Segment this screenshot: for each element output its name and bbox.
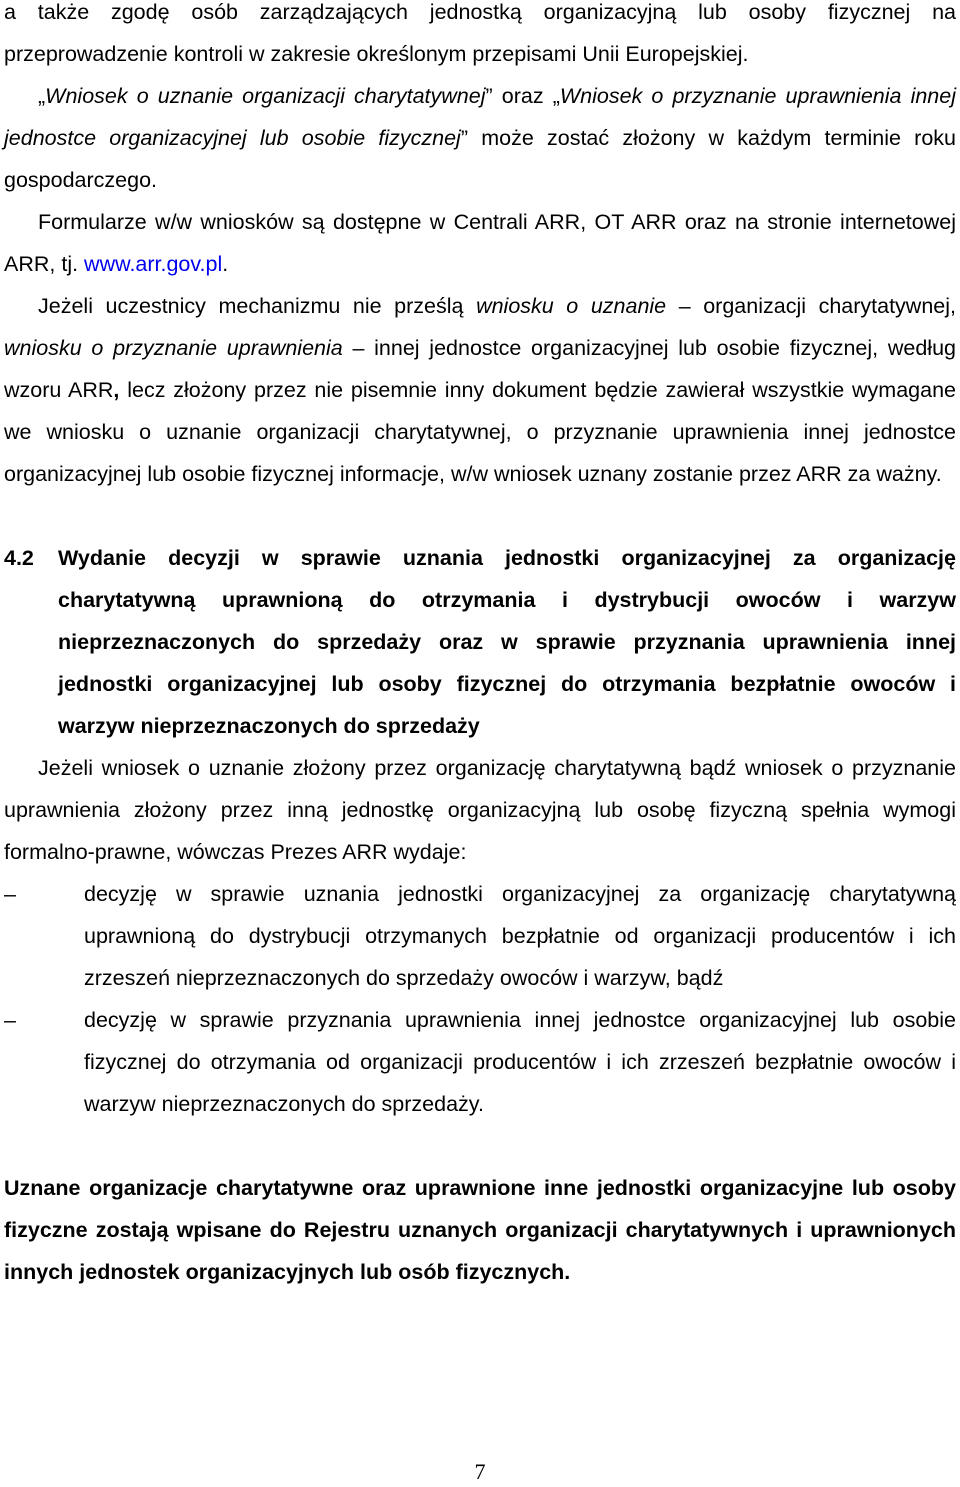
section-heading <box>4 537 956 747</box>
document-page <box>4 0 956 1293</box>
list-item <box>4 873 956 999</box>
paragraph-forms-availability <box>4 201 956 285</box>
text-segment: może zostać złożony w każdym terminie roku gospodarczego. <box>4 126 956 192</box>
section-number: 4.2 <box>4 546 34 570</box>
paragraph-alternative-document <box>4 285 956 495</box>
form-title-entitlement: Wniosek o przyznanie uprawnienia innej jednostce organizacyjnej lub osobie fizycznej <box>4 84 956 150</box>
paragraph-application-deadline <box>4 75 956 201</box>
text-segment: – organizacji charytatywnej, <box>666 294 956 318</box>
italic-term: wniosku o przyznanie uprawnienia <box>4 336 343 360</box>
text-segment: Formularze w/w wniosków są dostępne w Centrali ARR, OT ARR oraz na stronie internetowej ARR, tj. <box>4 210 956 276</box>
quote-close-mark: ” <box>460 126 468 150</box>
quote-open-mark: „ <box>38 84 46 108</box>
list-dash: – <box>4 882 16 906</box>
text-segment: . <box>222 252 229 276</box>
paragraph-decision-conditions: Jeżeli wniosek o uznanie złożony przez organizację charytatywną bądź wniosek o przyznanie uprawnienia złożony przez inną jednostkę organizacyjną lub osobę fizyczną spełnia wymogi formalno-prawne, wówczas Prezes ARR wydaje: <box>4 756 956 864</box>
bold-comma: , <box>113 378 120 402</box>
text-segment: Jeżeli uczestnicy mechanizmu nie prześlą <box>38 294 477 318</box>
quote-open-mark: „ <box>552 84 560 108</box>
list-item <box>4 999 956 1125</box>
spacer <box>4 1125 956 1167</box>
section-title: Wydanie decyzji w sprawie uznania jednostki organizacyjnej za organizację charytatywną uprawnioną do otrzymania i dystrybucji owoców i warzyw nieprzeznaczonych do sprzedaży oraz w sprawie przyznania uprawnienia innej jednostki organizacyjnej lub osoby fizycznej do otrzymania bezpłatnie owoców i warzyw nieprzeznaczonych do sprzedaży <box>58 546 956 738</box>
text-segment: oraz <box>492 84 553 108</box>
text-segment: lecz złożony przez nie pisemnie inny dokument będzie zawierał wszystkie wymagane we wniosku o uznanie organizacji charytatywnej, o przyznanie uprawnienia innej jednostce organizacyjnej lub osobie fizycznej informacje, w/w wniosek uznany zostanie przez ARR za ważny. <box>4 378 956 486</box>
text-segment: – innej jednostce organizacyjnej lub osobie fizycznej, według wzoru ARR <box>4 336 956 402</box>
paragraph-consent: a także zgodę osób zarządzających jednostką organizacyjną lub osoby fizycznej na przeprowadzenie kontroli w zakresie określonym przepisami Unii Europejskiej. <box>4 0 956 66</box>
form-title-recognition: Wniosek o uznanie organizacji charytatywnej <box>45 84 486 108</box>
page-number: 7 <box>474 1459 486 1484</box>
list-item-text: decyzję w sprawie uznania jednostki organizacyjnej za organizację charytatywną uprawnioną do dystrybucji otrzymanych bezpłatnie od organizacji producentów i ich zrzeszeń nieprzeznaczonych do sprzedaży owoców i warzyw, bądź <box>84 882 956 990</box>
spacer <box>4 495 956 537</box>
arr-website-link[interactable]: www.arr.gov.pl <box>84 252 223 276</box>
italic-term: wniosku o uznanie <box>476 294 667 318</box>
list-item-text: decyzję w sprawie przyznania uprawnienia innej jednostce organizacyjnej lub osobie fizycznej do otrzymania od organizacji producentów i ich zrzeszeń bezpłatnie owoców i warzyw nieprzeznaczonych do sprzedaży. <box>84 1008 956 1116</box>
paragraph-register-entry: Uznane organizacje charytatywne oraz uprawnione inne jednostki organizacyjne lub osoby fizyczne zostają wpisane do Rejestru uznanych organizacji charytatywnych i uprawnionych innych jednostek organizacyjnych lub osób fizycznych. <box>4 1176 956 1284</box>
list-dash: – <box>4 1008 16 1032</box>
quote-close-mark: ” <box>485 84 493 108</box>
